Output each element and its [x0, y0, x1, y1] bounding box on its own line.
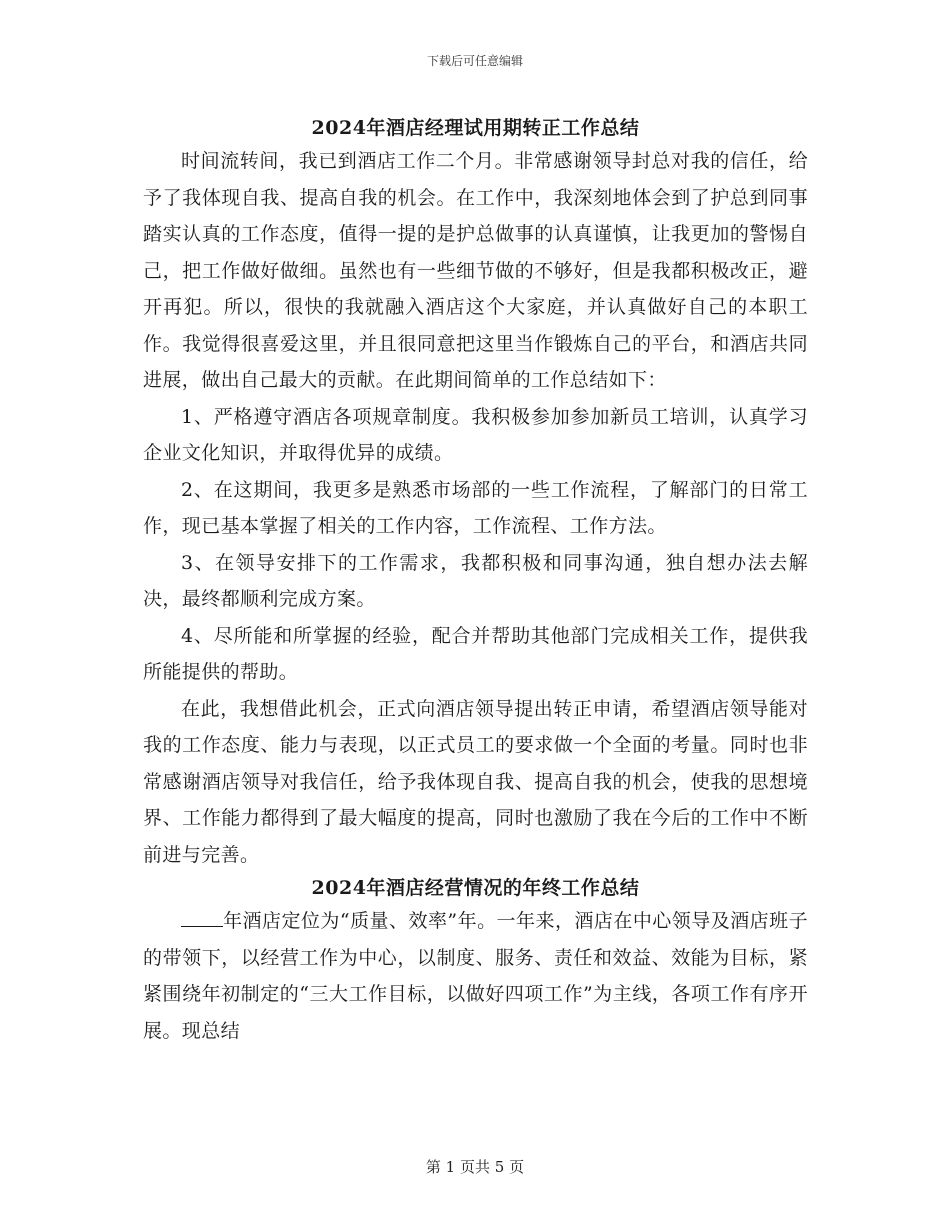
paragraph-application: 在此，我想借此机会，正式向酒店领导提出转正申请，希望酒店领导能对我的工作态度、能力与表现，以正式员工的要求做一个全面的考量。同时也非常感谢酒店领导对我信任，给予我体现自我、提高自我的机会，使我的思想境界、工作能力都得到了最大幅度的提高，同时也激励了我在今后的工作中不断前进与完善。: [143, 697, 808, 866]
paragraph-item-4: 4、尽所能和所掌握的经验，配合并帮助其他部门完成相关工作，提供我所能提供的帮助。: [143, 624, 808, 683]
paragraph-item-2: 2、在这期间，我更多是熟悉市场部的一些工作流程，了解部门的日常工作，现已基本掌握了相关的工作内容，工作流程、工作方法。: [143, 478, 808, 537]
section-title-probation-summary: 2024年酒店经理试用期转正工作总结: [311, 117, 640, 139]
section-title-annual-summary: 2024年酒店经营情况的年终工作总结: [311, 877, 640, 899]
page-header-note: 下载后可任意编辑: [426, 54, 523, 68]
paragraph-annual-intro: [143, 903, 808, 1049]
paragraph-item-3: 3、在领导安排下的工作需求，我都积极和同事沟通，独自想办法去解决，最终都顺利完成方案。: [143, 551, 808, 610]
document-body: [143, 113, 808, 1049]
paragraph-intro: 时间流转间，我已到酒店工作二个月。非常感谢领导封总对我的信任，给予了我体现自我、提高自我的机会。在工作中，我深刻地体会到了护总到同事踏实认真的工作态度，值得一提的是护总做事的认真谨慎，让我更加的警惕自己，把工作做好做细。虽然也有一些细节做的不够好，但是我都积极改正，避开再犯。所以，很快的我就融入酒店这个大家庭，并认真做好自己的本职工作。我觉得很喜爱这里，并且很同意把这里当作锻炼自己的平台，和酒店共同进展，做出自己最大的贡献。在此期间简单的工作总结如下：: [143, 150, 808, 391]
page-number-footer: 第 1 页共 5 页: [425, 1158, 525, 1176]
fill-in-blank: [181, 906, 223, 927]
paragraph-annual-intro-text: 年酒店定位为“质量、效率”年。一年来，酒店在中心领导及酒店班子的带领下，以经营工作为中心，以制度、服务、责任和效益、效能为目标，紧紧围绕年初制定的“三大工作目标，以做好四项工作”为主线，各项工作有序开展。现总结: [143, 910, 808, 1042]
paragraph-item-1: 1、严格遵守酒店各项规章制度。我积极参加参加新员工培训，认真学习企业文化知识，并取得优异的成绩。: [143, 405, 808, 464]
